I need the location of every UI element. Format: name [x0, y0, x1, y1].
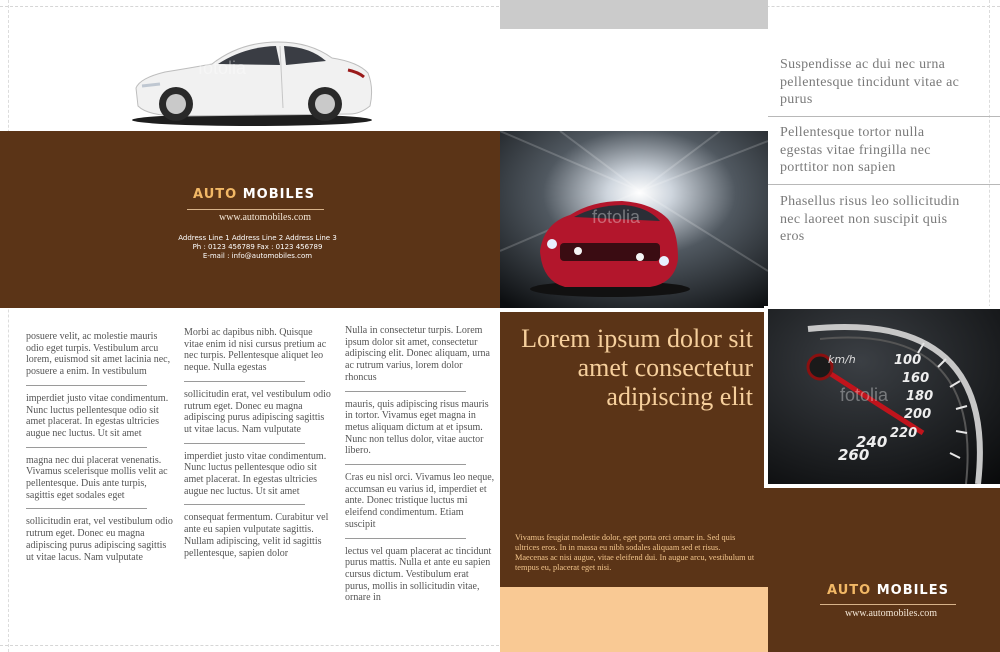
paragraph-separator [345, 391, 466, 392]
quote-item: Pellentesque tortor nulla egestas vitae fringilla nec porttitor non sapien [780, 125, 931, 175]
speed-tick-label: 240 [856, 433, 888, 451]
watermark-text: fotolia [592, 207, 641, 227]
watermark-text: fotolia [198, 58, 247, 78]
red-car-image [500, 131, 768, 308]
watermark-text: fotolia [840, 385, 889, 405]
paragraph-separator [184, 504, 305, 505]
front-cover-panel [0, 131, 500, 308]
text-column-3 [345, 325, 495, 604]
paragraph: imperdiet justo vitae condimentum. Nunc luctus pellentesque odio sit amet placerat. In egestas ultricies augue nec luctus. Ut sit amet [184, 450, 327, 497]
quote-list [780, 56, 980, 109]
quote-item: Suspendisse ac dui nec urna pellentesque tincidunt vitae ac purus [780, 57, 960, 107]
brand-logo: AUTO MOBILES [193, 187, 315, 202]
speed-tick-label: 160 [902, 371, 930, 386]
quote-separator [768, 184, 1000, 185]
paragraph: sollicitudin erat, vel vestibulum odio rutrum eget. Donec eu magna adipiscing purus adipiscing sagittis ut vitae lacus. Nam vulputate [26, 516, 173, 563]
quote-separator [768, 116, 1000, 117]
speed-unit: km/h [828, 353, 856, 366]
paragraph: sollicitudin erat, vel vestibulum odio rutrum eget. Donec eu magna adipiscing purus adipiscing sagittis ut vitae lacus. Nam vulputate [184, 388, 331, 435]
paragraph: magna nec dui placerat venenatis. Vivamus scelerisque mollis velit ac pellentesque. Duis ante turpis, sagittis eget sodales eget [26, 454, 168, 501]
speed-tick-label: 220 [890, 426, 918, 441]
speed-tick-label: 260 [838, 446, 870, 464]
back-cover-panel [768, 488, 1000, 652]
paragraph: Cras eu nisl orci. Vivamus leo neque, accumsan eu varius id, imperdiet et ante. Donec tristique luctus mi eleifend condimentum. Etiam suscipit [345, 472, 495, 530]
trim-guide-left [8, 0, 9, 652]
peach-block [500, 587, 768, 652]
paragraph: lectus vel quam placerat ac tincidunt purus mattis. Nulla et ante eu sapien cursus dictum. Vestibulum erat purus, mollis in sollicitudin vitae, ornare in [345, 545, 492, 604]
headline: Lorem ipsum dolor sit amet consectetur adipiscing elit [521, 324, 753, 411]
paragraph: Nulla in consectetur turpis. Lorem ipsum dolor sit amet, consectetur adipiscing elit. Donec aliquam, urna ac rutrum varius, lorem dolor rhoncus [345, 325, 490, 383]
speed-tick-label: 180 [906, 389, 934, 404]
brand-rule [187, 209, 324, 210]
paragraph: Morbi ac dapibus nibh. Quisque vitae enim id nisi cursus pretium ac nec turpis. Pellentesque aliquet leo neque. Nulla egestas [184, 327, 327, 374]
paragraph: posuere velit, ac molestie mauris odio eget turpis. Vestibulum arcu lorem, euismod sit amet lacinia nec, posuere a enim. In vestibulum [26, 331, 171, 378]
speed-tick-label: 200 [904, 407, 932, 422]
paragraph-separator [184, 443, 305, 444]
white-car-image [120, 28, 385, 128]
speed-tick-label: 100 [894, 353, 922, 368]
paragraph-separator [345, 464, 466, 465]
text-column-2 [184, 327, 332, 559]
gray-strip [500, 0, 768, 29]
website-url: www.automobiles.com [844, 608, 938, 619]
website-url: www.automobiles.com [218, 212, 312, 223]
quote-item: Phasellus risus leo sollicitudin nec laoreet non suscipit quis eros [780, 194, 960, 244]
paragraph: consequat fermentum. Curabitur vel ante eu sapien vulputate sagittis. Nullam adipiscing, velit id sagittis pellentesque, sapien dolor [184, 512, 329, 559]
speedometer-image [768, 309, 1000, 484]
brand-logo: AUTO MOBILES [827, 583, 949, 598]
quote-wrap [780, 193, 970, 246]
quote-wrap [780, 124, 970, 177]
paragraph-separator [345, 538, 466, 539]
paragraph-separator [184, 381, 305, 382]
headline-panel [500, 312, 768, 587]
paragraph-separator [26, 385, 147, 386]
intro-text: Vivamus feugiat molestie dolor, eget porta orci ornare in. Sed quis ultrices eros. In in massa eu nibh sodales aliquam sed et risus. Maecenas ac nisi augue, vitae eleifend dui. In augue arcu, vestibulum ut tempus eu, placerat eget nisi. [515, 533, 755, 572]
paragraph: imperdiet justo vitae condimentum. Nunc luctus pellentesque odio sit amet placerat. In egestas ultricies augue nec luctus. Ut sit amet [26, 392, 169, 439]
paragraph-separator [26, 447, 147, 448]
paragraph: mauris, quis adipiscing risus mauris in tortor. Vivamus eget magna in metus aliquam dictum at et ipsum. Nunc non tellus dolor, vitae auctor libero. [345, 398, 489, 457]
brand-rule [820, 604, 956, 605]
text-column-1 [26, 331, 174, 563]
paragraph-separator [26, 508, 147, 509]
address-block: Address Line 1 Address Line 2 Address Line 3 Ph : 0123 456789 Fax : 0123 456789 E-mail : info@automobiles.com [178, 234, 337, 260]
